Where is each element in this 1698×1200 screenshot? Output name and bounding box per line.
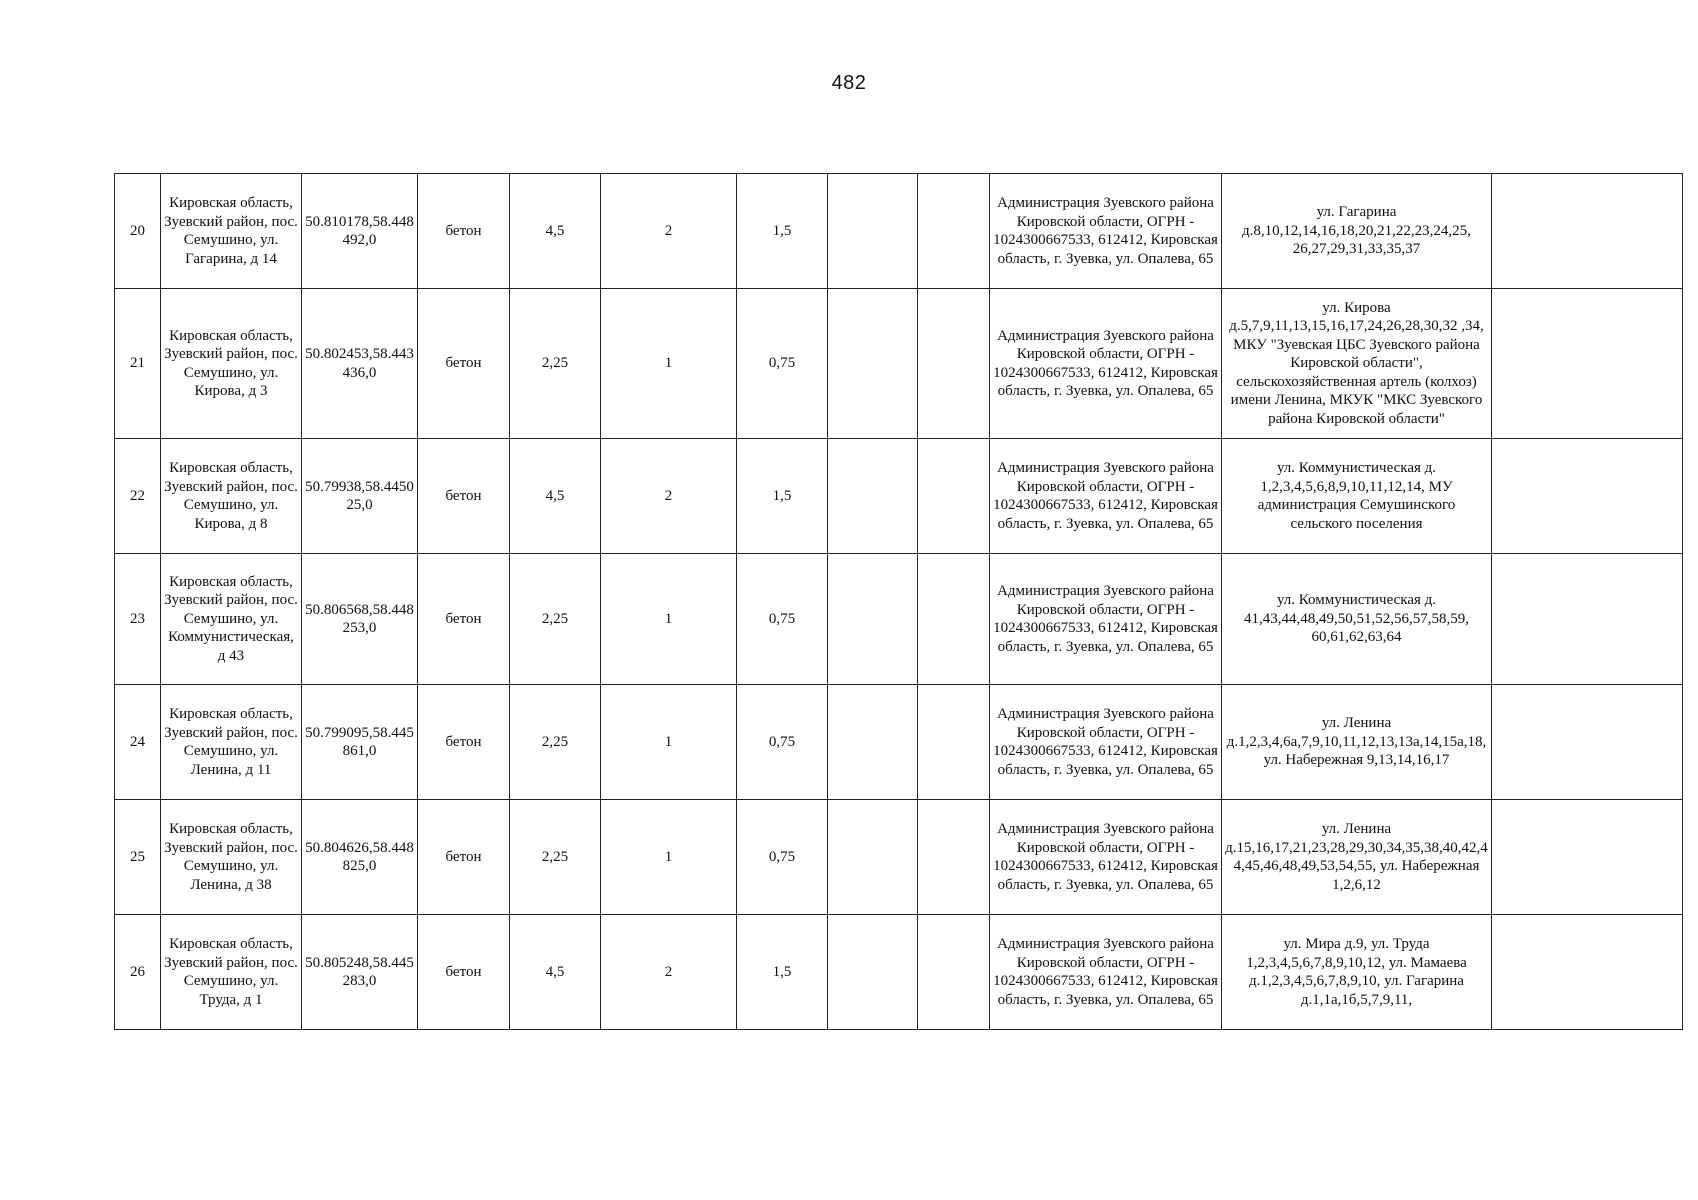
cell-number: 21 — [115, 289, 161, 439]
cell-number: 20 — [115, 174, 161, 289]
table-row — [115, 174, 1683, 289]
cell-surface: бетон — [418, 554, 510, 685]
cell-empty — [918, 289, 990, 439]
cell-containers: 2 — [601, 174, 737, 289]
cell-owner: Администрация Зуевского района Кировской области, ОГРН - 1024300667533, 612412, Кировская область, г. Зуевка, ул. Опалева, 65 — [990, 439, 1222, 554]
cell-empty — [1492, 289, 1683, 439]
cell-number: 24 — [115, 685, 161, 800]
table-row — [115, 800, 1683, 915]
cell-empty — [828, 174, 918, 289]
cell-empty — [1492, 554, 1683, 685]
cell-volume: 0,75 — [737, 685, 828, 800]
cell-area: 4,5 — [510, 174, 601, 289]
cell-area: 4,5 — [510, 915, 601, 1030]
cell-coordinates: 50.79938,58.445025,0 — [302, 439, 418, 554]
cell-coordinates: 50.810178,58.448492,0 — [302, 174, 418, 289]
cell-surface: бетон — [418, 174, 510, 289]
cell-empty — [828, 289, 918, 439]
cell-empty — [1492, 439, 1683, 554]
cell-empty — [828, 439, 918, 554]
cell-area: 2,25 — [510, 685, 601, 800]
cell-empty — [1492, 685, 1683, 800]
cell-volume: 1,5 — [737, 439, 828, 554]
cell-containers: 2 — [601, 439, 737, 554]
cell-owner: Администрация Зуевского района Кировской области, ОГРН - 1024300667533, 612412, Кировская область, г. Зуевка, ул. Опалева, 65 — [990, 554, 1222, 685]
cell-containers: 1 — [601, 289, 737, 439]
table-row — [115, 289, 1683, 439]
cell-volume: 1,5 — [737, 174, 828, 289]
cell-containers: 1 — [601, 685, 737, 800]
table-row — [115, 439, 1683, 554]
cell-coordinates: 50.802453,58.443436,0 — [302, 289, 418, 439]
cell-empty — [1492, 174, 1683, 289]
cell-surface: бетон — [418, 439, 510, 554]
cell-surface: бетон — [418, 915, 510, 1030]
cell-empty — [918, 685, 990, 800]
page-number: 482 — [831, 72, 867, 94]
cell-number: 25 — [115, 800, 161, 915]
cell-containers: 1 — [601, 800, 737, 915]
cell-address: Кировская область, Зуевский район, пос. Семушино, ул. Ленина, д 11 — [161, 685, 302, 800]
cell-owner: Администрация Зуевского района Кировской области, ОГРН - 1024300667533, 612412, Кировская область, г. Зуевка, ул. Опалева, 65 — [990, 289, 1222, 439]
cell-coordinates: 50.806568,58.448253,0 — [302, 554, 418, 685]
cell-served-objects: ул. Коммунистическая д. 1,2,3,4,5,6,8,9,10,11,12,14, МУ администрация Семушинского сельского поселения — [1222, 439, 1492, 554]
cell-volume: 1,5 — [737, 915, 828, 1030]
cell-owner: Администрация Зуевского района Кировской области, ОГРН - 1024300667533, 612412, Кировская область, г. Зуевка, ул. Опалева, 65 — [990, 174, 1222, 289]
cell-area: 4,5 — [510, 439, 601, 554]
cell-owner: Администрация Зуевского района Кировской области, ОГРН - 1024300667533, 612412, Кировская область, г. Зуевка, ул. Опалева, 65 — [990, 915, 1222, 1030]
cell-surface: бетон — [418, 289, 510, 439]
cell-served-objects: ул. Ленина д.1,2,3,4,6а,7,9,10,11,12,13,13а,14,15а,18, ул. Набережная 9,13,14,16,17 — [1222, 685, 1492, 800]
cell-empty — [828, 685, 918, 800]
cell-address: Кировская область, Зуевский район, пос. Семушино, ул. Гагарина, д 14 — [161, 174, 302, 289]
cell-area: 2,25 — [510, 289, 601, 439]
registry-table — [114, 173, 1683, 1030]
cell-address: Кировская область, Зуевский район, пос. Семушино, ул. Труда, д 1 — [161, 915, 302, 1030]
cell-containers: 1 — [601, 554, 737, 685]
cell-served-objects: ул. Мира д.9, ул. Труда 1,2,3,4,5,6,7,8,9,10,12, ул. Мамаева д.1,2,3,4,5,6,7,8,9,10, ул. Гагарина д.1,1а,1б,5,7,9,11, — [1222, 915, 1492, 1030]
cell-address: Кировская область, Зуевский район, пос. Семушино, ул. Кирова, д 3 — [161, 289, 302, 439]
cell-number: 22 — [115, 439, 161, 554]
cell-area: 2,25 — [510, 554, 601, 685]
cell-empty — [1492, 800, 1683, 915]
cell-number: 26 — [115, 915, 161, 1030]
table-row — [115, 915, 1683, 1030]
cell-containers: 2 — [601, 915, 737, 1030]
cell-address: Кировская область, Зуевский район, пос. Семушино, ул. Ленина, д 38 — [161, 800, 302, 915]
cell-empty — [828, 915, 918, 1030]
cell-area: 2,25 — [510, 800, 601, 915]
cell-served-objects: ул. Гагарина д.8,10,12,14,16,18,20,21,22,23,24,25, 26,27,29,31,33,35,37 — [1222, 174, 1492, 289]
cell-empty — [918, 915, 990, 1030]
cell-served-objects: ул. Кирова д.5,7,9,11,13,15,16,17,24,26,28,30,32 ,34, МКУ "Зуевская ЦБС Зуевского района Кировской области", сельскохозяйственная артель (колхоз) имени Ленина, МКУК "МКС Зуевского района Кировской области" — [1222, 289, 1492, 439]
cell-volume: 0,75 — [737, 289, 828, 439]
cell-volume: 0,75 — [737, 800, 828, 915]
cell-coordinates: 50.804626,58.448825,0 — [302, 800, 418, 915]
cell-owner: Администрация Зуевского района Кировской области, ОГРН - 1024300667533, 612412, Кировская область, г. Зуевка, ул. Опалева, 65 — [990, 800, 1222, 915]
cell-volume: 0,75 — [737, 554, 828, 685]
cell-coordinates: 50.799095,58.445861,0 — [302, 685, 418, 800]
cell-address: Кировская область, Зуевский район, пос. Семушино, ул. Коммунистическая, д 43 — [161, 554, 302, 685]
cell-surface: бетон — [418, 685, 510, 800]
cell-served-objects: ул. Ленина д.15,16,17,21,23,28,29,30,34,35,38,40,42,44,45,46,48,49,53,54,55, ул. Набережная 1,2,6,12 — [1222, 800, 1492, 915]
table-row — [115, 554, 1683, 685]
cell-owner: Администрация Зуевского района Кировской области, ОГРН - 1024300667533, 612412, Кировская область, г. Зуевка, ул. Опалева, 65 — [990, 685, 1222, 800]
cell-empty — [918, 439, 990, 554]
cell-served-objects: ул. Коммунистическая д. 41,43,44,48,49,50,51,52,56,57,58,59, 60,61,62,63,64 — [1222, 554, 1492, 685]
cell-empty — [1492, 915, 1683, 1030]
cell-number: 23 — [115, 554, 161, 685]
cell-coordinates: 50.805248,58.445283,0 — [302, 915, 418, 1030]
cell-empty — [828, 554, 918, 685]
cell-empty — [918, 800, 990, 915]
cell-empty — [828, 800, 918, 915]
cell-address: Кировская область, Зуевский район, пос. Семушино, ул. Кирова, д 8 — [161, 439, 302, 554]
cell-empty — [918, 174, 990, 289]
cell-empty — [918, 554, 990, 685]
cell-surface: бетон — [418, 800, 510, 915]
table-row — [115, 685, 1683, 800]
